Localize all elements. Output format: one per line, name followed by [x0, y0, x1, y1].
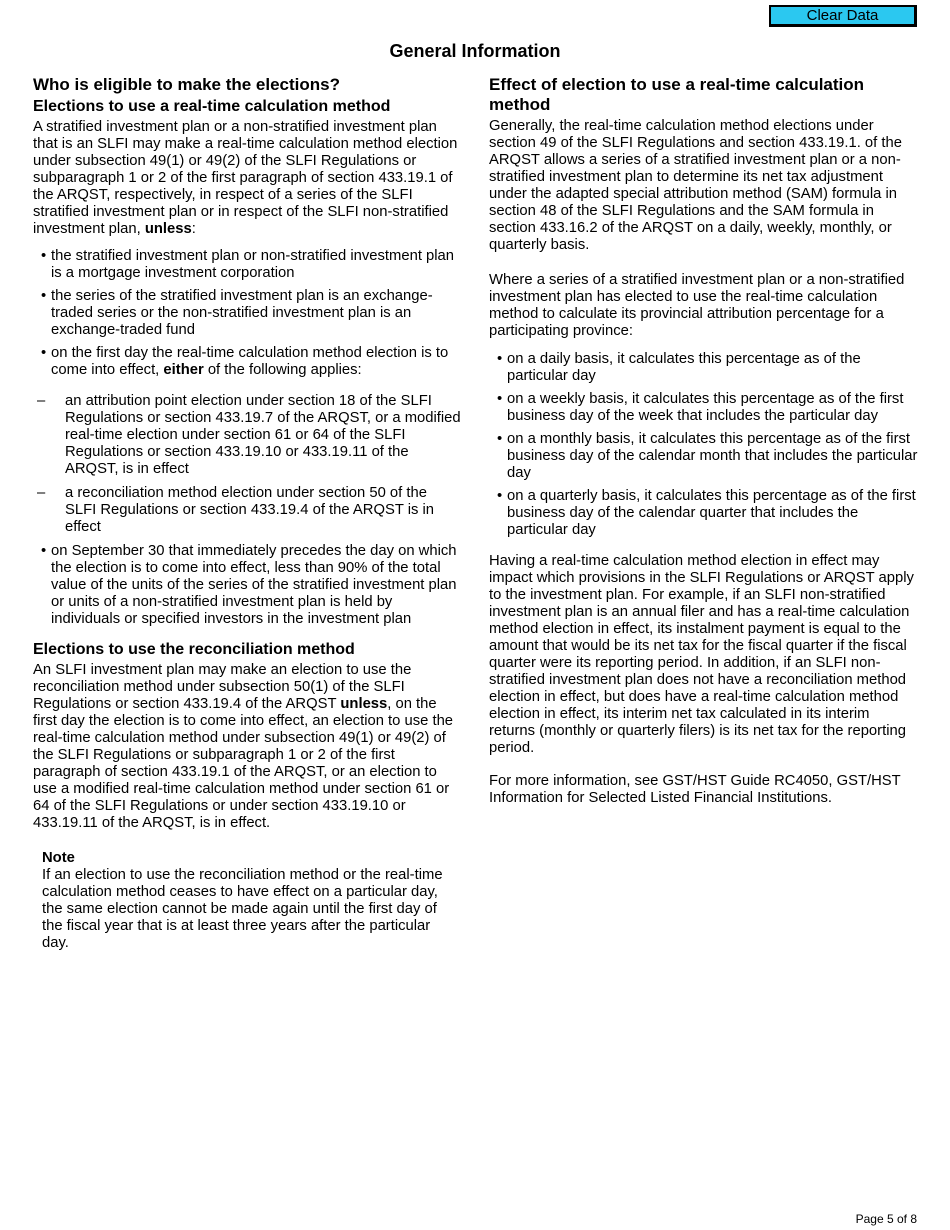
sub-list-item: – a reconciliation method election under section 50 of the SLFI Regulations or section 433.19.4 of the ARQST is in effect [33, 485, 461, 536]
eligibility-exceptions-list [33, 248, 461, 628]
eligibility-paragraph: A stratified investment plan or a non-stratified investment plan that is an SLFI may make a real-time calculation method election under subsection 49(1) or 49(2) of the SLFI Regulations or subparagraph 1 or 2 of the first paragraph of section 433.19.1 of the ARQST, respectively, in respect of a series of the SLFI stratified investment plan or in respect of the SLFI non-stratified investment plan, unless: [33, 119, 458, 237]
list-item: • on a weekly basis, it calculates this percentage as of the first business day of the week that includes the particular day [489, 391, 919, 425]
left-column [33, 75, 461, 952]
reconciliation-paragraph: An SLFI investment plan may make an election to use the reconciliation method under subsection 50(1) of the SLFI Regulations or section 433.19.4 of the ARQST unless, on the first day the election is to come into effect, an election to use the real-time calculation method under subsection 49(1) or 49(2) of the SLFI Regulations or subparagraph 1 or 2 of the first paragraph of section 433.19.1 of the ARQST, or an election to use a modified real-time calculation method under section 61 or 64 of the SLFI Regulations or under section 433.19.10 or 433.19.11 of the ARQST, is in effect. [33, 662, 454, 831]
list-item: • on the first day the real-time calculation method election is to come into effect, either of the following applies: – an attribution point election under section 18 of the SLFI Regulations or section 433.19.7 of the ARQST, or a modified real-time election under section 61 or 64 of the SLFI Regulations or section 433.19.10 or 433.19.11 of the ARQST, is in effect – a reconciliation method election under section 50 of the SLFI Regulations or section 433.19.4 of the ARQST is in effect [33, 345, 461, 536]
realtime-elections-subheading: Elections to use a real-time calculation method [33, 98, 391, 115]
calculation-basis-list [489, 351, 919, 539]
page-title: General Information [389, 41, 561, 61]
sub-list [33, 393, 461, 536]
effect-heading: Effect of election to use a real-time calculation method [489, 75, 865, 114]
eligibility-heading: Who is eligible to make the elections? [33, 75, 341, 94]
list-item: • on a monthly basis, it calculates this percentage as of the first business day of the calendar month that includes the particular day [489, 431, 919, 482]
page-number: Page 5 of 8 [855, 1212, 917, 1226]
list-item: • the series of the stratified investment plan is an exchange-traded series or the non-stratified investment plan is an exchange-traded fund [33, 288, 461, 339]
impact-paragraph: Having a real-time calculation method election in effect may impact which provisions in the SLFI Regulations or ARQST apply to the investment plan. For example, if an SLFI non-stratified investment plan is an annual filer and has a real-time calculation method election in effect, its instalment payment is equal to the amount that would be its net tax for the fiscal quarter if the fiscal quarter were its reporting period. In addition, if an SLFI non-stratified investment plan does not have a reconciliation method election in effect, but does have a real-time calculation method election in effect, its interim net tax calculated in its interim returns (monthly or quarterly filers) is its net tax for the reporting period. [489, 553, 914, 756]
list-item: • on September 30 that immediately precedes the day on which the election is to come into effect, less than 90% of the total value of the units of the series of the stratified investment plan or units of a non-stratified investment plan is held by individuals or specified investors in the investment plan [33, 543, 461, 628]
note-box [42, 850, 461, 952]
note-text: If an election to use the reconciliation method or the real-time calculation method ceases to have effect on a particular day, the same election cannot be made again until the first day of the fiscal year that is at least three years after the particular day. [42, 867, 443, 951]
series-paragraph: Where a series of a stratified investment plan or a non-stratified investment plan has elected to use the real-time calculation method to calculate its provincial attribution percentage for a participating province: [489, 272, 905, 339]
clear-data-button[interactable]: Clear Data [769, 5, 917, 27]
more-info-paragraph: For more information, see GST/HST Guide RC4050, GST/HST Information for Selected Listed Financial Institutions. [489, 773, 901, 806]
list-item: • on a quarterly basis, it calculates this percentage as of the first business day of the calendar quarter that includes the particular day [489, 488, 919, 539]
sub-list-item: – an attribution point election under section 18 of the SLFI Regulations or section 433.19.7 of the ARQST, or a modified real-time election under section 61 or 64 of the SLFI Regulations or section 433.19.10 or 433.19.11 of the ARQST, is in effect [33, 393, 461, 478]
note-title: Note [42, 850, 75, 866]
effect-paragraph: Generally, the real-time calculation method elections under section 49 of the SLFI Regulations and section 433.19.1. of the ARQST allows a series of a stratified investment plan or a non-stratified investment plan to determine its net tax adjustment under the adapted special attribution method (SAM) formula in section 48 of the SLFI Regulations and the SAM formula in section 433.16.2 of the ARQST on a daily, weekly, monthly, or quarterly basis. [489, 118, 902, 253]
reconciliation-subheading: Elections to use the reconciliation method [33, 641, 355, 658]
list-item: • the stratified investment plan or non-stratified investment plan is a mortgage investment corporation [33, 248, 461, 282]
list-item: • on a daily basis, it calculates this percentage as of the particular day [489, 351, 919, 385]
right-column [489, 75, 919, 807]
